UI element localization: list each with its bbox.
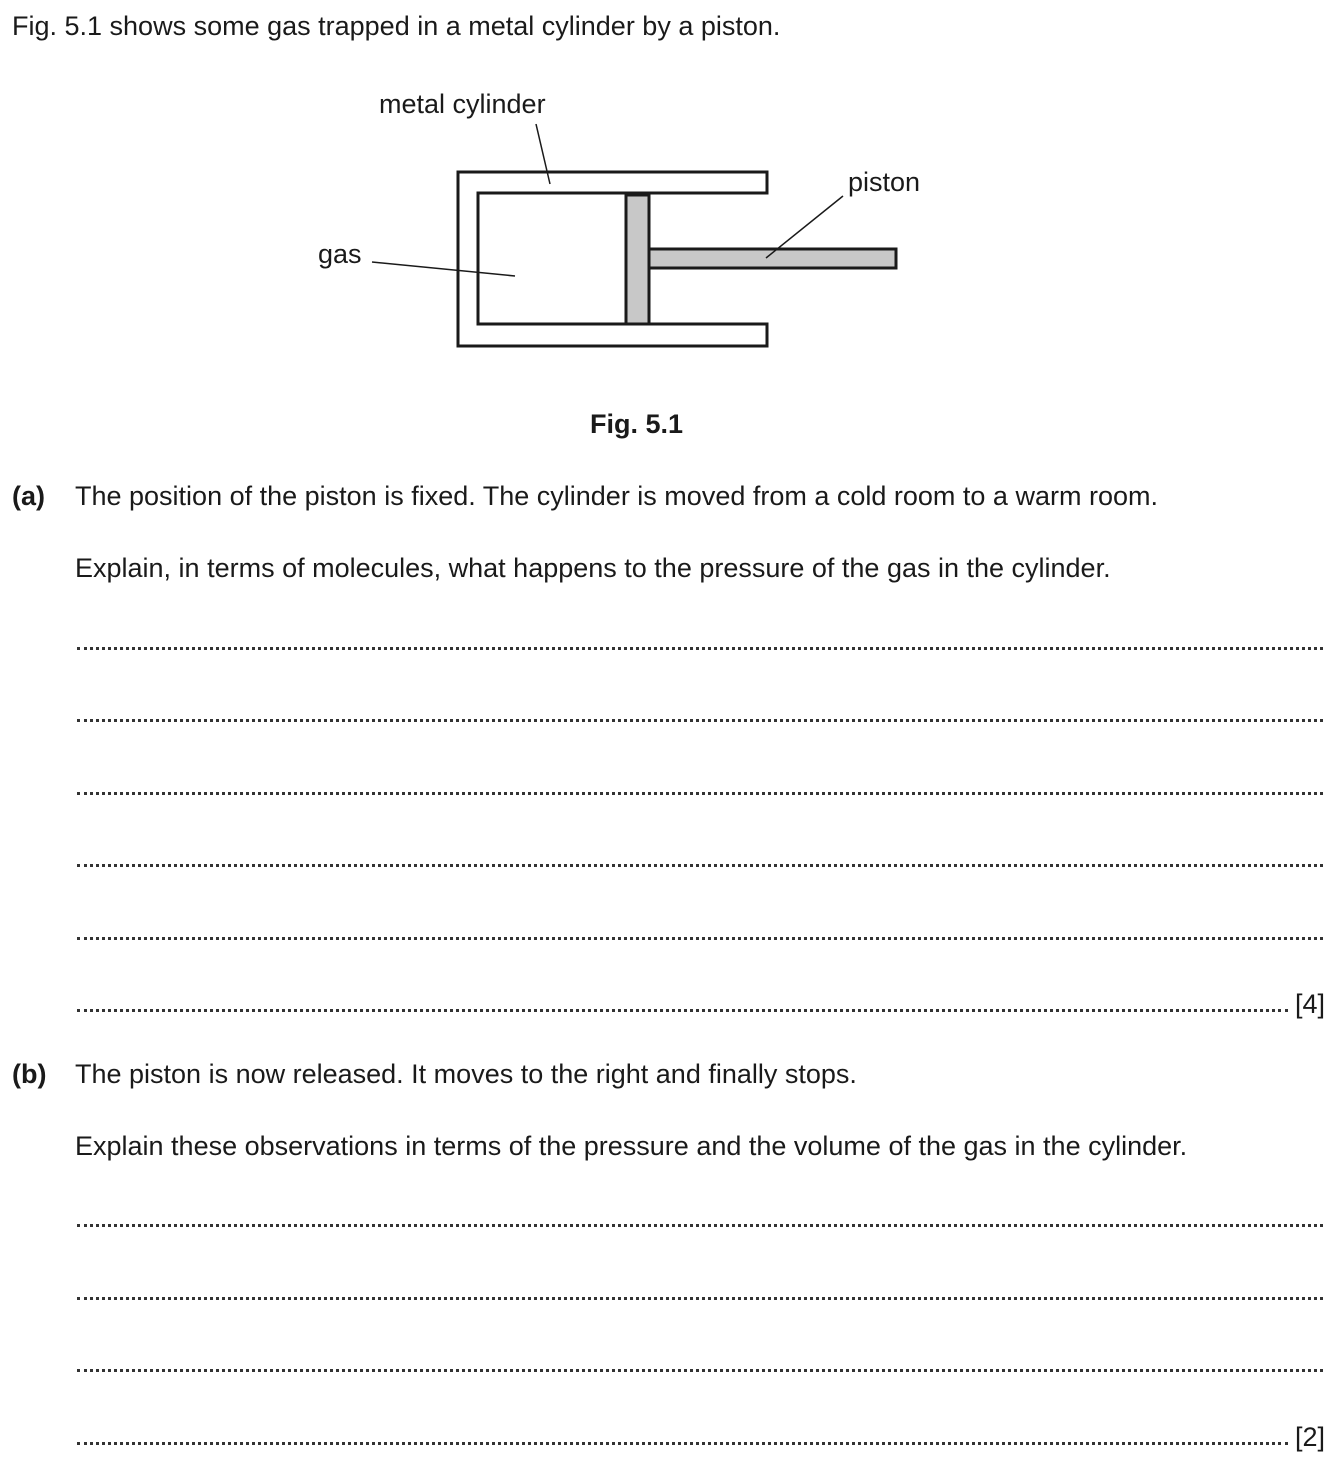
figure-caption: Fig. 5.1 — [589, 409, 684, 439]
part-a-answer-line-3[interactable] — [77, 792, 1323, 795]
intro-text: Fig. 5.1 shows some gas trapped in a metal cylinder by a piston. — [12, 11, 781, 41]
part-b-letter: (b) — [12, 1059, 47, 1089]
part-a-answer-line-4[interactable] — [77, 864, 1323, 867]
part-a-statement: The position of the piston is fixed. The cylinder is moved from a cold room to a warm room. — [75, 481, 1158, 511]
part-a-answer-line-1[interactable] — [77, 647, 1323, 650]
part-b-answer-line-2[interactable] — [77, 1297, 1323, 1300]
part-a-answer-line-2[interactable] — [77, 719, 1323, 722]
part-a-question: Explain, in terms of molecules, what happens to the pressure of the gas in the cylinder. — [75, 553, 1111, 583]
gas-leader — [372, 262, 515, 276]
metal-cylinder-label: metal cylinder — [379, 89, 546, 119]
part-b-answer-line-1[interactable] — [77, 1224, 1323, 1227]
part-a-letter: (a) — [12, 481, 45, 511]
part-b-question: Explain these observations in terms of the pressure and the volume of the gas in the cylinder. — [75, 1131, 1188, 1161]
part-a-answer-line-6[interactable] — [77, 1009, 1288, 1012]
piston-head — [626, 195, 649, 324]
part-b-answer-line-4[interactable] — [77, 1442, 1288, 1445]
piston-label: piston — [848, 167, 921, 197]
part-b-answer-line-3[interactable] — [77, 1369, 1323, 1372]
gas-label: gas — [318, 239, 362, 269]
part-b-statement: The piston is now released. It moves to the right and finally stops. — [75, 1059, 857, 1089]
part-a-answer-line-5[interactable] — [77, 937, 1323, 940]
cylinder-diagram — [0, 60, 1343, 380]
part-b-marks: [2] — [1294, 1422, 1325, 1452]
part-a-marks: [4] — [1294, 989, 1325, 1019]
